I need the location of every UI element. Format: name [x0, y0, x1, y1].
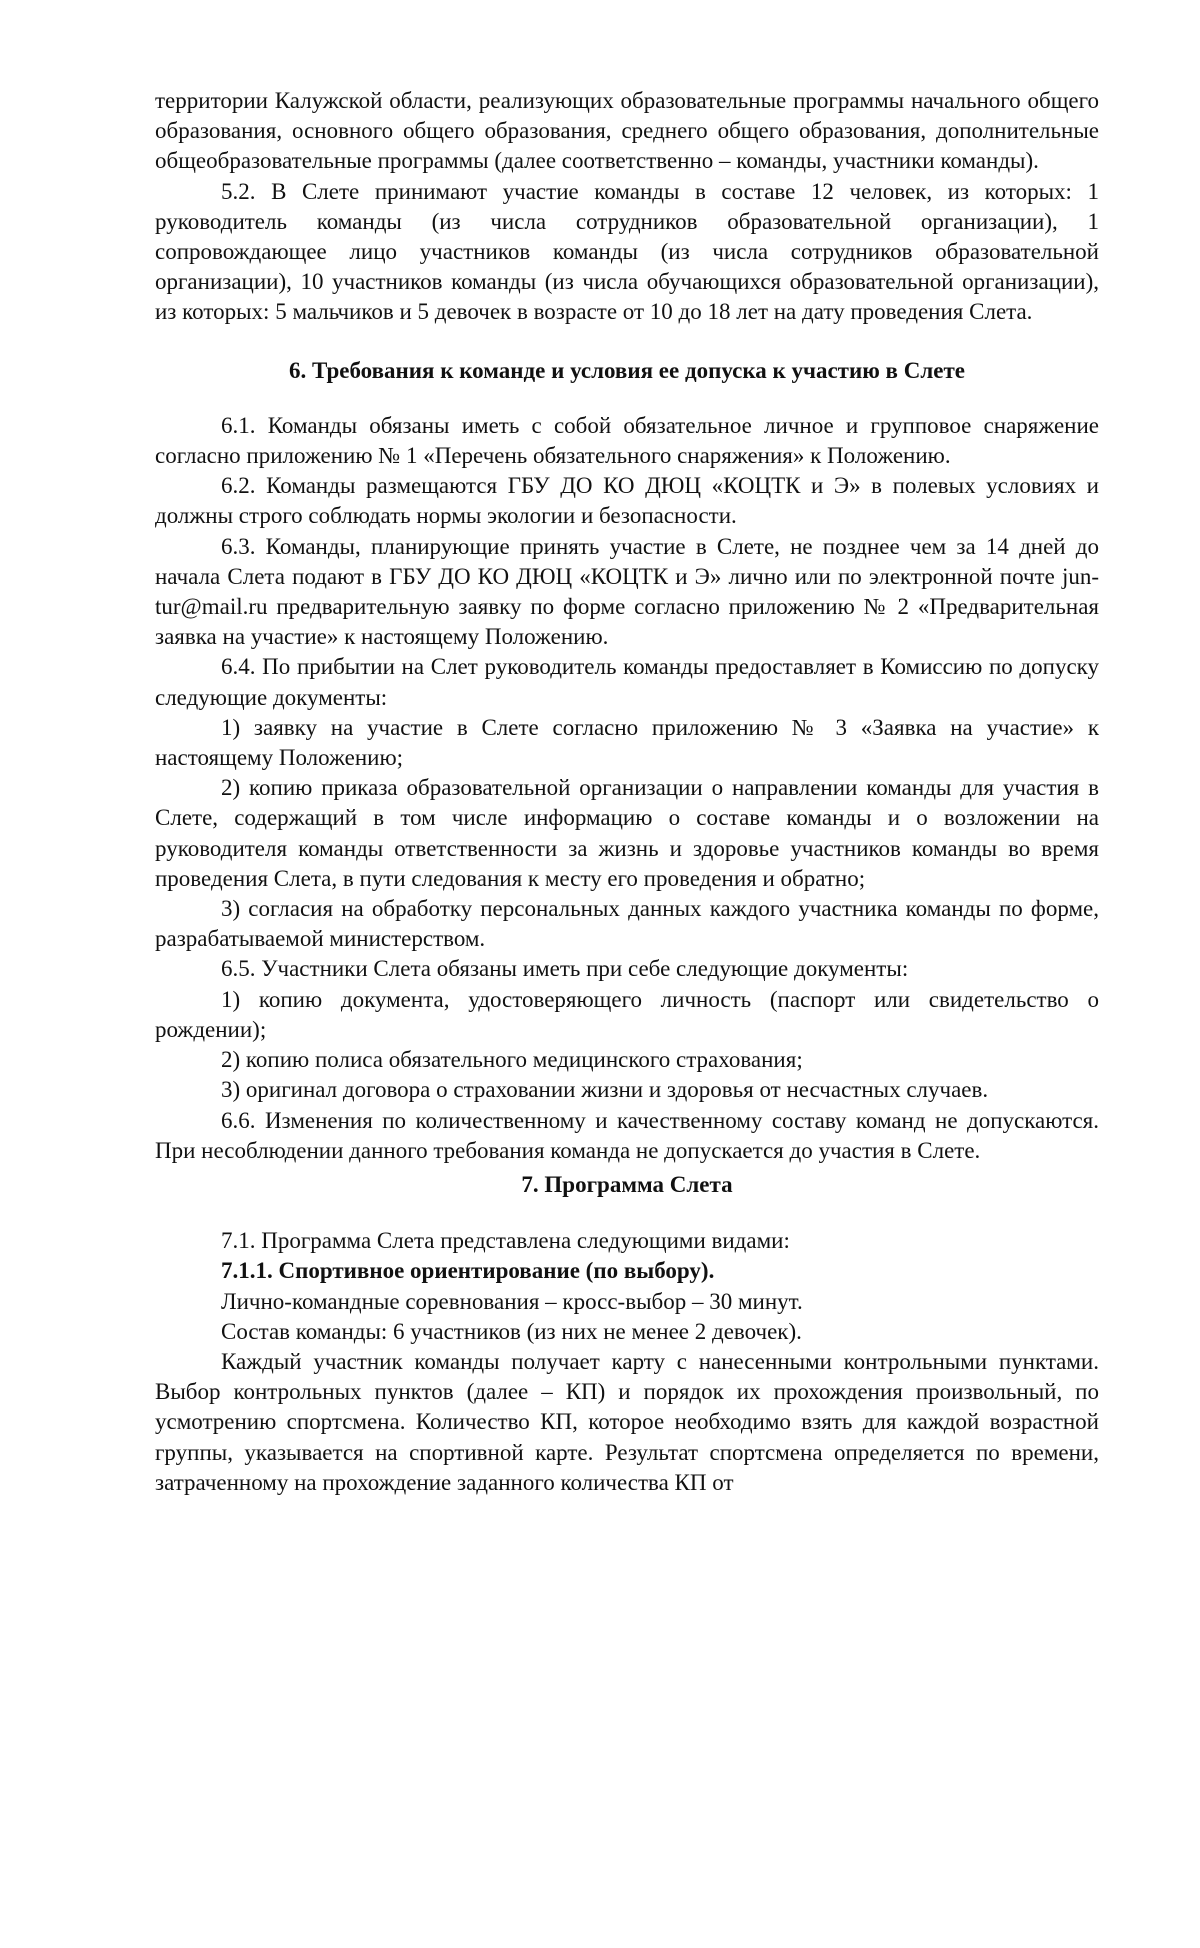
paragraph-6-5: 6.5. Участники Слета обязаны иметь при себе следующие документы: [221, 956, 909, 982]
paragraph-6-4-item-2: 2) копию приказа образовательной организации о направлении команды для участия в Слете, содержащий в том числе информацию о составе команды и о возложении на руководителя команды ответственности за жизнь и здоровье участников команды во время проведения Слета, в пути следования к месту его проведения и обратно; [155, 775, 1099, 891]
paragraph-6-2: 6.2. Команды размещаются ГБУ ДО КО ДЮЦ «КОЦТК и Э» в полевых условиях и должны строго соблюдать нормы экологии и безопасности. [155, 473, 1099, 529]
section-6-heading: 6. Требования к команде и условия ее допуска к участию в Слете [289, 357, 965, 383]
paragraph-6-4-item-1: 1) заявку на участие в Слете согласно приложению № 3 «Заявка на участие» к настоящему Положению; [155, 714, 1099, 771]
paragraph-6-1: 6.1. Команды обязаны иметь с собой обязательное личное и групповое снаряжение согласно приложению № 1 «Перечень обязательного снаряжения» к Положению. [155, 412, 1099, 469]
section-7-heading: 7. Программа Слета [521, 1171, 733, 1197]
paragraph-6-4-item-3: 3) согласия на обработку персональных данных каждого участника команды по форме, разрабатываемой министерством. [155, 896, 1099, 952]
subheading-7-1-1: 7.1.1. Спортивное ориентирование (по выбору). [221, 1258, 715, 1284]
paragraph-6-5-item-3: 3) оригинал договора о страховании жизни и здоровья от несчастных случаев. [221, 1077, 989, 1103]
paragraph-7-1-1-rules: Каждый участник команды получает карту с нанесенными контрольными пунктами. Выбор контрольных пунктов (далее – КП) и порядок их прохождения произвольный, по усмотрению спортсмена. Количество КП, которое необходимо взять для каждой возрастной группы, указывается на спортивной карте. Результат спортсмена определяется по времени, затраченному на прохождение заданного количества КП от [155, 1348, 1099, 1495]
paragraph-6-6: 6.6. Изменения по количественному и качественному составу команд не допускаются. При несоблюдении данного требования команда не допускается до участия в Слете. [155, 1107, 1099, 1163]
paragraph-6-3: 6.3. Команды, планирующие принять участие в Слете, не позднее чем за 14 дней до начала Слета подают в ГБУ ДО КО ДЮЦ «КОЦТК и Э» лично или по электронной почте jun-tur@mail.ru предварительную заявку по форме согласно приложению № 2 «Предварительная заявка на участие» к настоящему Положению. [155, 533, 1099, 650]
paragraph-6-5-item-2: 2) копию полиса обязательного медицинского страхования; [221, 1047, 803, 1073]
paragraph-7-1-1-team: Состав команды: 6 участников (из них не менее 2 девочек). [221, 1318, 802, 1344]
document-page [155, 86, 1099, 1498]
paragraph-6-5-item-1: 1) копию документа, удостоверяющего личность (паспорт или свидетельство о рождении); [155, 986, 1099, 1042]
paragraph-5-1-continuation: территории Калужской области, реализующих образовательные программы начального общего образования, основного общего образования, среднего общего образования, дополнительные общеобразовательные программы (далее соответственно – команды, участники команды). [155, 88, 1099, 174]
paragraph-5-2: 5.2. В Слете принимают участие команды в составе 12 человек, из которых: 1 руководитель команды (из числа сотрудников образовательной организации), 1 сопровождающее лицо участников команды (из числа сотрудников образовательной организации), 10 участников команды (из числа обучающихся образовательной организации), из которых: 5 мальчиков и 5 девочек в возрасте от 10 до 18 лет на дату проведения Слета. [155, 178, 1099, 325]
paragraph-6-4: 6.4. По прибытии на Слет руководитель команды предоставляет в Комиссию по допуску следующие документы: [155, 654, 1099, 710]
paragraph-7-1: 7.1. Программа Слета представлена следующими видами: [221, 1228, 790, 1254]
paragraph-7-1-1-format: Лично-командные соревнования – кросс-выбор – 30 минут. [221, 1288, 803, 1314]
